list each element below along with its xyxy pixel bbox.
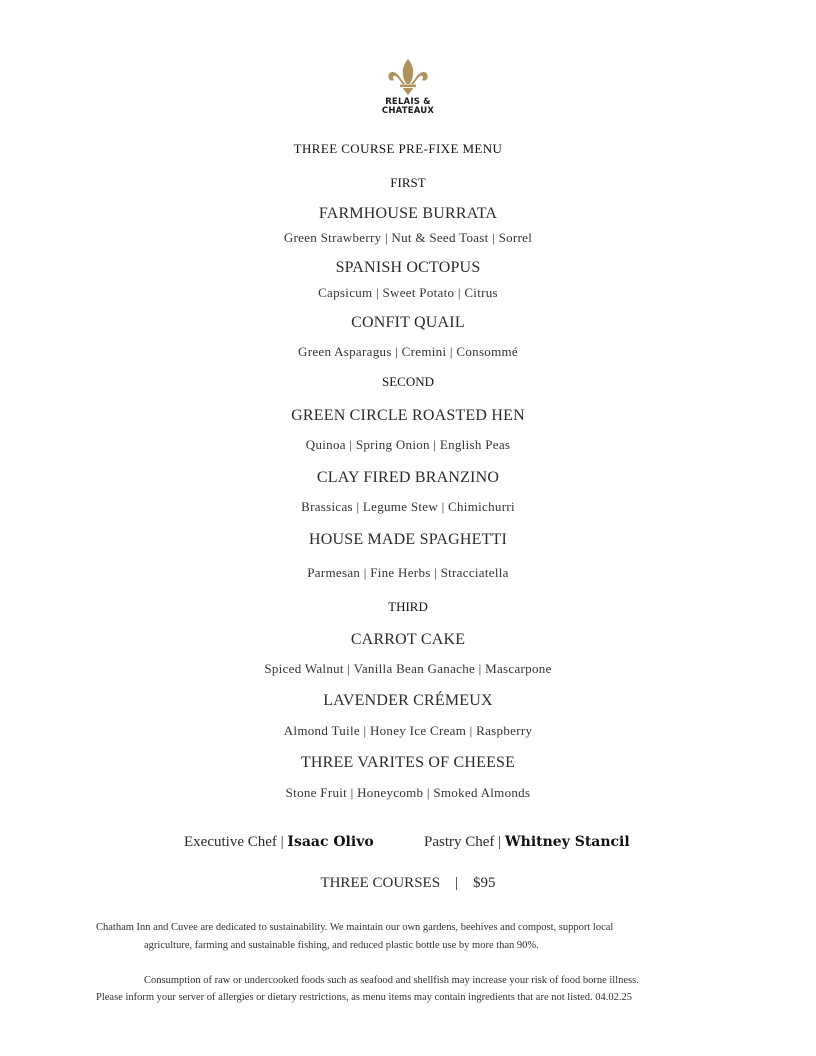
fleur-de-lis-icon [387, 58, 429, 96]
executive-chef-name: Isaac Olivo [287, 834, 374, 850]
dish-name: FARMHOUSE BURRATA [318, 205, 498, 222]
dish-description: Spiced Walnut | Vanilla Bean Ganache | Mascarpone [264, 661, 552, 676]
pastry-chef-label: Pastry Chef | [424, 834, 502, 850]
dish-name: LAVENDER CRÉMEUX [323, 692, 493, 709]
logo-text [376, 98, 440, 116]
dish-name: CARROT CAKE [350, 631, 466, 648]
menu-title: THREE COURSE PRE-FIXE MENU [293, 141, 503, 156]
dish-name: THREE VARITES OF CHEESE [300, 754, 516, 771]
dish-description: Capsicum | Sweet Potato | Citrus [318, 285, 498, 300]
sustainability-note-line-2: agriculture, farming and sustainable fishing, and reduced plastic bottle use by more than 90%. [144, 940, 539, 951]
dish-description: Almond Tuile | Honey Ice Cream | Raspberry [283, 723, 533, 738]
executive-chef-credit [184, 834, 374, 851]
price-line: THREE COURSES | $95 [320, 875, 496, 891]
dish-description: Brassicas | Legume Stew | Chimichurri [301, 499, 515, 514]
section-heading-third: THIRD [388, 599, 428, 614]
relais-chateaux-logo [376, 58, 440, 116]
dish-name: GREEN CIRCLE ROASTED HEN [291, 407, 525, 424]
section-heading-first: FIRST [390, 175, 426, 190]
executive-chef-label: Executive Chef | [184, 834, 284, 850]
dish-name: CONFIT QUAIL [351, 314, 465, 331]
sustainability-note-line-1: Chatham Inn and Cuvee are dedicated to sustainability. We maintain our own gardens, beehives and compost, support local [96, 922, 614, 933]
allergy-note-line-2: Please inform your server of allergies or dietary restrictions, as menu items may contain ingredients that are not listed. 04.02.25 [96, 992, 633, 1003]
dish-description: Stone Fruit | Honeycomb | Smoked Almonds [285, 785, 531, 800]
pastry-chef-credit [424, 834, 630, 851]
section-heading-second: SECOND [381, 374, 434, 389]
dish-description: Green Strawberry | Nut & Seed Toast | Sorrel [283, 230, 533, 245]
dish-name: CLAY FIRED BRANZINO [316, 469, 500, 486]
dish-name: HOUSE MADE SPAGHETTI [308, 531, 508, 548]
dish-description: Quinoa | Spring Onion | English Peas [305, 437, 511, 452]
dish-name: SPANISH OCTOPUS [335, 259, 481, 276]
dish-description: Green Asparagus | Cremini | Consommé [298, 344, 518, 359]
logo-line-2: CHATEAUX [381, 106, 435, 116]
dish-description: Parmesan | Fine Herbs | Stracciatella [307, 565, 509, 580]
logo-line-1: RELAIS & [385, 97, 431, 107]
pastry-chef-name: Whitney Stancil [504, 834, 630, 850]
allergy-note-line-1: Consumption of raw or undercooked foods such as seafood and shellfish may increase your risk of food borne illness. [144, 975, 639, 986]
